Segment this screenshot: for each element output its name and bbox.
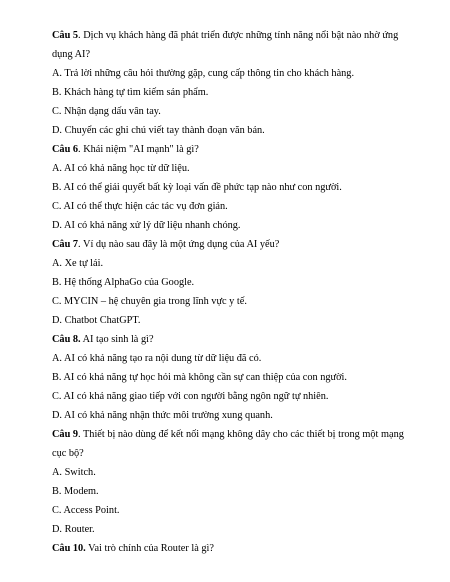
option-d: D. Router.: [52, 524, 95, 535]
option-b: B. Khách hàng tự tìm kiếm sản phẩm.: [52, 87, 209, 98]
question-7: [52, 235, 412, 330]
option-a: A. AI có khả năng tạo ra nội dung từ dữ liệu đã có.: [52, 353, 262, 364]
question-10-stem: [52, 539, 412, 558]
question-5-stem: Câu 5. Dịch vụ khách hàng đã phát triển được những tính năng nổi bật nào nhờ ứng: [52, 30, 399, 41]
question-text: Khái niệm "AI mạnh" là gì?: [80, 144, 199, 155]
option-c: C. Access Point.: [52, 505, 120, 516]
question-label: Câu 9: [52, 429, 79, 440]
option-d: D. Chuyển các ghi chú viết tay thành đoạn văn bản.: [52, 125, 265, 136]
option-a: A. Xe tự lái.: [52, 258, 104, 269]
question-label: Câu 10.: [52, 543, 86, 554]
question-9-stem: Câu 9. Thiết bị nào dùng để kết nối mạng không dây cho các thiết bị trong một mạng: [52, 429, 404, 440]
document-page: [52, 26, 412, 558]
question-5-stem-continued: dụng AI?: [52, 49, 91, 60]
option-b: B. AI có thể giải quyết bất kỳ loại vấn đề phức tạp nào như con người.: [52, 182, 342, 193]
option-d: D. AI có khả năng xử lý dữ liệu nhanh chóng.: [52, 220, 241, 231]
question-label: Câu 6: [52, 144, 79, 155]
option-c: C. MYCIN – hệ chuyên gia trong lĩnh vực y tế.: [52, 296, 247, 307]
option-c: C. AI có khả năng giao tiếp với con người bằng ngôn ngữ tự nhiên.: [52, 391, 329, 402]
question-9: [52, 425, 412, 539]
question-6: [52, 140, 412, 235]
question-6-stem: Câu 6. Khái niệm "AI mạnh" là gì?: [52, 144, 199, 155]
question-text: AI tạo sinh là gì?: [80, 334, 154, 345]
option-c: C. Nhận dạng dấu vân tay.: [52, 106, 161, 117]
option-b: B. Hệ thống AlphaGo của Google.: [52, 277, 195, 288]
option-a: A. AI có khả năng học từ dữ liệu.: [52, 163, 190, 174]
question-text: Thiết bị nào dùng để kết nối mạng không dây cho các thiết bị trong một mạng: [80, 429, 404, 440]
question-text: Ví dụ nào sau đây là một ứng dụng của AI yếu?: [80, 239, 280, 250]
question-label: Câu 5: [52, 30, 79, 41]
option-a: A. Switch.: [52, 467, 96, 478]
option-d: D. AI có khả năng nhận thức môi trường xung quanh.: [52, 410, 273, 421]
question-text: Dịch vụ khách hàng đã phát triển được những tính năng nổi bật nào nhờ ứng: [80, 30, 399, 41]
option-b: B. Modem.: [52, 486, 99, 497]
question-text: Vai trò chính của Router là gì?: [85, 543, 214, 554]
option-b: B. AI có khả năng tự học hỏi mà không cần sự can thiệp của con người.: [52, 372, 347, 383]
question-9-stem-continued: cục bộ?: [52, 448, 84, 459]
option-c: C. AI có thể thực hiện các tác vụ đơn giản.: [52, 201, 228, 212]
question-label: Câu 8.: [52, 334, 81, 345]
question-8: [52, 330, 412, 425]
question-8-stem: [52, 330, 412, 349]
question-10: [52, 539, 412, 558]
question-5: [52, 26, 412, 140]
option-d: D. Chatbot ChatGPT.: [52, 315, 141, 326]
question-7-stem: Câu 7. Ví dụ nào sau đây là một ứng dụng của AI yếu?: [52, 239, 280, 250]
question-label: Câu 7: [52, 239, 79, 250]
option-a: A. Trả lời những câu hỏi thường gặp, cung cấp thông tin cho khách hàng.: [52, 68, 355, 79]
